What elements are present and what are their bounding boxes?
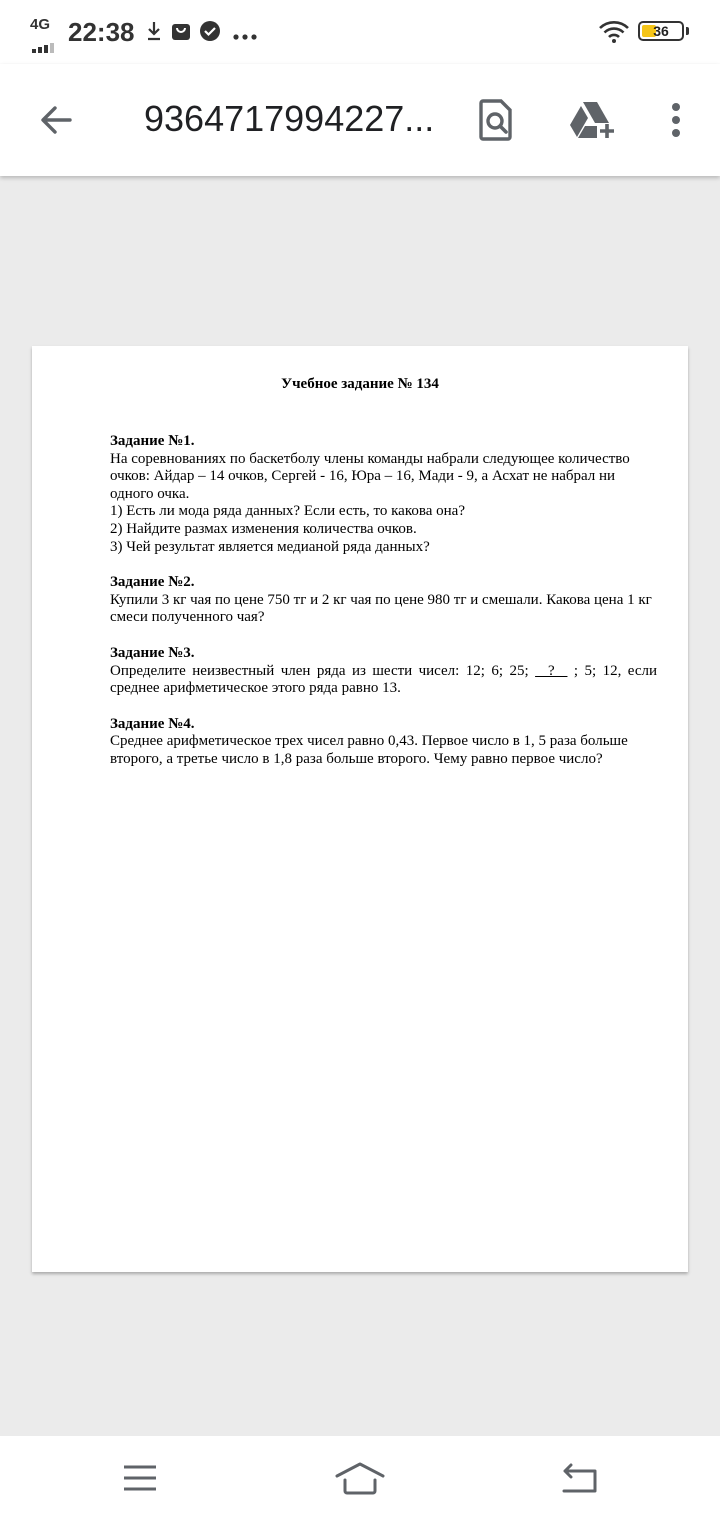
overflow-menu-button[interactable] bbox=[648, 92, 704, 148]
check-icon bbox=[199, 20, 221, 47]
overflow-menu-icon bbox=[671, 102, 681, 138]
document-page[interactable] bbox=[32, 346, 688, 1272]
navigation-bar bbox=[0, 1436, 720, 1520]
task-question: 2) Найдите размах изменения количества очков. bbox=[110, 520, 417, 537]
back-button[interactable] bbox=[26, 92, 86, 148]
task-text: На соревнованиях по баскетболу члены команды набрали следующее количество очков: Айдар – 14 очков, Сергей - 16, Юра – 16, Мади - 9, а Асхат не набрал ни одного очка. bbox=[110, 450, 630, 502]
back-icon bbox=[561, 1463, 599, 1493]
task-2 bbox=[110, 574, 657, 627]
task-heading: Задание №2. bbox=[110, 574, 195, 591]
home-icon bbox=[335, 1461, 385, 1495]
task-4 bbox=[110, 716, 657, 769]
add-to-drive-icon bbox=[569, 100, 617, 140]
task-text: Среднее арифметическое трех чисел равно 0,43. Первое число в 1, 5 раза больше второго, а третье число в 1,8 раза больше второго. Чему равно первое число? bbox=[110, 733, 628, 767]
system-back-button[interactable] bbox=[520, 1436, 640, 1520]
document-body bbox=[110, 433, 657, 787]
task-heading: Задание №3. bbox=[110, 644, 195, 661]
task-question: 3) Чей результат является медианой ряда данных? bbox=[110, 538, 430, 555]
task-1 bbox=[110, 433, 657, 556]
bag-icon bbox=[170, 20, 192, 47]
task-text-start: Определите неизвестный член ряда из шести чисел: 12; 6; 25; bbox=[110, 662, 536, 679]
task-text-end: ; 5; 12, если среднее арифметическое этого ряда равно 13. bbox=[110, 662, 657, 697]
status-bar bbox=[0, 0, 720, 64]
more-dots-icon bbox=[232, 28, 258, 46]
home-button[interactable] bbox=[300, 1436, 420, 1520]
page-title: Учебное задание № 134 bbox=[281, 376, 439, 392]
back-arrow-icon bbox=[38, 102, 74, 138]
signal-bars-icon bbox=[32, 35, 56, 53]
task-question: 1) Есть ли мода ряда данных? Если есть, то какова она? bbox=[110, 503, 465, 520]
task-heading: Задание №1. bbox=[110, 433, 195, 449]
clock: 22:38 bbox=[68, 17, 135, 47]
wifi-icon bbox=[598, 20, 630, 49]
add-to-drive-button[interactable] bbox=[560, 92, 626, 148]
search-document-button[interactable] bbox=[466, 92, 526, 148]
search-document-icon bbox=[478, 98, 514, 142]
network-type: 4G bbox=[30, 16, 51, 33]
battery-indicator bbox=[638, 21, 684, 41]
document-title: 9364717994227... bbox=[144, 98, 434, 139]
battery-cap bbox=[686, 27, 689, 35]
unknown-blank: ? bbox=[535, 662, 568, 679]
signal-indicator bbox=[30, 17, 62, 45]
task-text bbox=[110, 663, 657, 698]
app-bar bbox=[0, 64, 720, 176]
download-icon bbox=[146, 20, 162, 47]
task-3 bbox=[110, 645, 657, 698]
task-heading: Задание №4. bbox=[110, 715, 195, 732]
task-text: Купили 3 кг чая по цене 750 тг и 2 кг чая по цене 980 тг и смешали. Какова цена 1 кг смеси полученного чая? bbox=[110, 591, 652, 626]
menu-icon bbox=[123, 1464, 157, 1492]
recent-apps-button[interactable] bbox=[80, 1436, 200, 1520]
battery-percent: 36 bbox=[653, 23, 669, 39]
